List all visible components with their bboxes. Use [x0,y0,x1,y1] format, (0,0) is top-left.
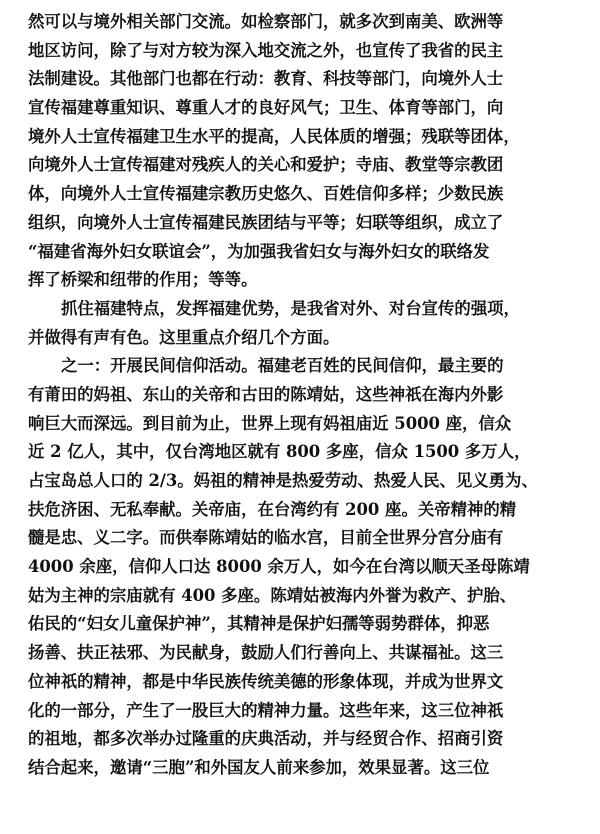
text-line: 化的一部分，产生了一股巨大的精神力量。这些年来，这三位神祇 [28,700,504,720]
text-line: 的祖地，都多次举办过隆重的庆典活动，并与经贸合作、招商引资 [28,729,504,749]
text-line: 髓是忠、义二字。而供奉陈靖姑的临水宫，目前全世界分宫分庙有 [28,528,504,548]
paragraph-first-line: 之一：开展民间信仰活动。福建老百姓的民间信仰，最主要的 [61,356,504,376]
text-line: 向境外人士宣传福建对残疾人的关心和爱护；寺庙、教堂等宗教团 [28,155,504,175]
text-line: 扬善、扶正祛邪、为民献身，鼓励人们行善向上、共谋福祉。这三 [28,643,504,663]
text-line: 有莆田的妈祖、东山的关帝和古田的陈靖姑，这些神祇在海内外影 [28,384,504,404]
text-line: 扶危济困、无私奉献。关帝庙，在台湾约有 200 座。关帝精神的精 [28,499,517,519]
text-line: 体，向境外人士宣传福建宗教历史悠久、百姓信仰多样；少数民族 [28,184,504,204]
text-line: “福建省海外妇女联谊会”，为加强我省妇女与海外妇女的联络发 [28,241,490,261]
text-line: 并做得有声有色。这里重点介绍几个方面。 [28,327,340,347]
text-line: 姑为主神的宗庙就有 400 多座。陈靖姑被海内外誉为救产、护胎、 [28,585,517,605]
text-line: 占宝岛总人口的 2/3。妈祖的精神是热爱劳动、热爱人民、见义勇为、 [28,471,538,490]
text-line: 佑民的“妇女儿童保护神”，其精神是保护妇孺等弱势群体，抑恶 [28,614,490,634]
text-line: 挥了桥梁和纽带的作用；等等。 [28,270,258,290]
text-line: 地区访问，除了与对方较为深入地交流之外，也宣传了我省的民主 [28,40,504,60]
document-page [28,8,580,783]
text-line: 近 2 亿人，其中，仅台湾地区就有 800 多座，信众 1500 多万人， [28,442,531,462]
text-line: 组织，向境外人士宣传福建民族团结与平等；妇联等组织，成立了 [28,212,504,232]
text-line: 位神祇的精神，都是中华民族传统美德的形象体现，并成为世界文 [28,671,504,691]
text-line: 法制建设。其他部门也都在行动：教育、科技等部门，向境外人士 [28,69,504,89]
text-line: 响巨大而深远。到目前为止，世界上现有妈祖庙近 5000 座，信众 [28,413,512,433]
text-line: 4000 余座，信仰人口达 8000 余万人，如今在台湾以顺天圣母陈靖 [28,557,530,577]
paragraph-first-line: 抓住福建特点，发挥福建优势，是我省对外、对台宣传的强项， [61,298,520,318]
text-line: 结合起来，邀请“三胞”和外国友人前来参加，效果显著。这三位 [28,757,490,777]
text-line: 然可以与境外相关部门交流。如检察部门，就多次到南美、欧洲等 [28,12,504,31]
text-line: 境外人士宣传福建卫生水平的提高，人民体质的增强；残联等团体， [28,126,520,146]
text-line: 宣传福建尊重知识、尊重人才的良好风气；卫生、体育等部门，向 [28,98,504,118]
